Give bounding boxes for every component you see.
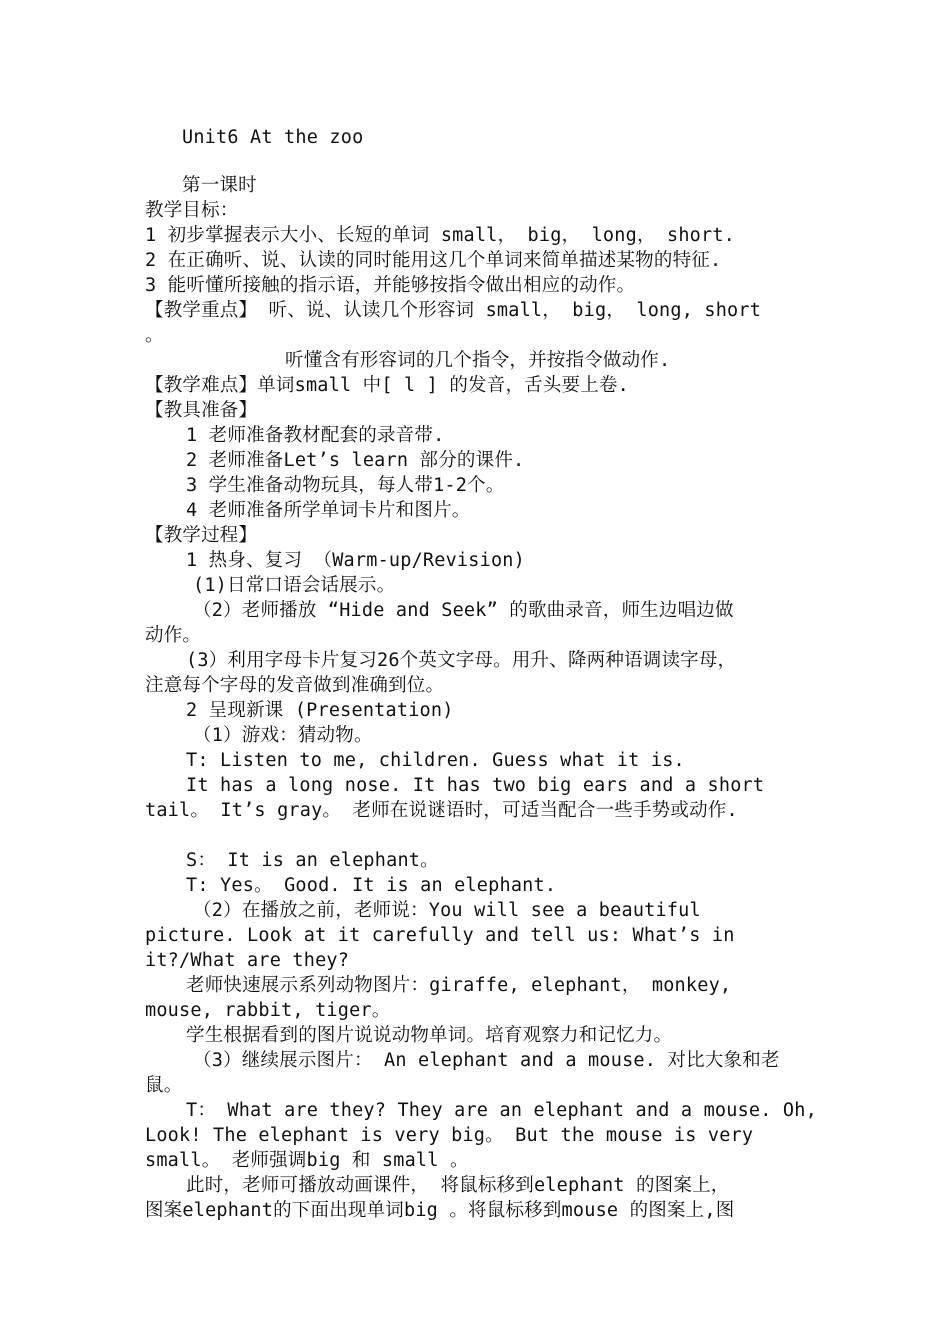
objective-item: 1 初步掌握表示大小、长短的单词 small， big， long， short. [145,225,736,246]
process-line: Look! The elephant is very big。 But the mouse is very [145,1125,754,1146]
preparation-heading: 【教具准备】 [145,400,258,421]
process-line: mouse, rabbit, tiger。 [145,1000,391,1021]
process-line: S： It is an elephant。 [186,850,439,871]
lesson-label: 第一课时 [182,175,257,196]
process-line: 动作。 [145,625,202,646]
process-line: （1）游戏：猜动物。 [193,725,373,746]
process-line: picture. Look at it carefully and tell us: What’s in [145,925,735,946]
preparation-item: 2 老师准备Let’s learn 部分的课件. [186,450,525,471]
process-line: 学生根据看到的图片说说动物单词。培育观察力和记忆力。 [186,1025,673,1046]
process-line: 鼠。 [145,1075,183,1096]
objectives-heading: 教学目标： [145,200,239,221]
process-line: 注意每个字母的发音做到准确到位。 [145,675,445,696]
process-step: 2 呈现新课 (Presentation) [186,700,454,721]
process-line: tail。 It’s gray。 老师在说谜语时，可适当配合一些手势或动作. [145,800,738,821]
process-line: small。 老师强调big 和 small 。 [145,1150,469,1171]
process-line: 老师快速展示系列动物图片：giraffe, elephant， monkey, [186,975,732,996]
process-line: T: Listen to me, children. Guess what it is. [186,750,685,771]
objective-item: 2 在正确听、说、认读的同时能用这几个单词来简单描述某物的特征. [145,250,722,271]
process-line: it?/What are they? [145,950,350,971]
process-line: （3）继续展示图片： An elephant and a mouse. 对比大象和老 [193,1050,780,1071]
process-line: 图案elephant的下面出现单词big 。将鼠标移到mouse 的图案上,图 [145,1200,735,1221]
process-heading: 【教学过程】 [145,525,258,546]
process-line: （2）老师播放 “Hide and Seek” 的歌曲录音，师生边唱边做 [193,600,734,621]
process-line: It has a long nose. It has two big ears and a short [186,775,765,796]
document-title: Unit6 At the zoo [182,127,364,148]
process-line: （2）在播放之前，老师说：You will see a beautiful [193,900,701,921]
process-line: 此时，老师可播放动画课件， 将鼠标移到elephant 的图案上， [186,1175,730,1196]
process-line: T： What are they? They are an elephant and a mouse. Oh, [186,1100,817,1121]
process-line: (3）利用字母卡片复习26个英文字母。用升、降两种语调读字母， [186,650,737,671]
key-points-line: 【教学重点】 听、说、认读几个形容词 small， big， long, short [145,300,762,321]
key-points-line: 。 [145,325,164,346]
difficulty-line: 【教学难点】单词small 中[ l ] 的发音，舌头要上卷. [145,375,629,396]
preparation-item: 1 老师准备教材配套的录音带. [186,425,445,446]
objective-item: 3 能听懂所接触的指示语，并能够按指令做出相应的动作。 [145,275,636,296]
preparation-item: 3 学生准备动物玩具，每人带1-2个。 [186,475,505,496]
process-line: T: Yes。 Good. It is an elephant. [186,875,557,896]
key-points-line: 听懂含有形容词的几个指令，并按指令做动作. [285,350,671,371]
preparation-item: 4 老师准备所学单词卡片和图片。 [186,500,471,521]
process-line: (1)日常口语会话展示。 [193,575,396,596]
process-step: 1 热身、复习 （Warm-up/Revision) [186,550,525,571]
